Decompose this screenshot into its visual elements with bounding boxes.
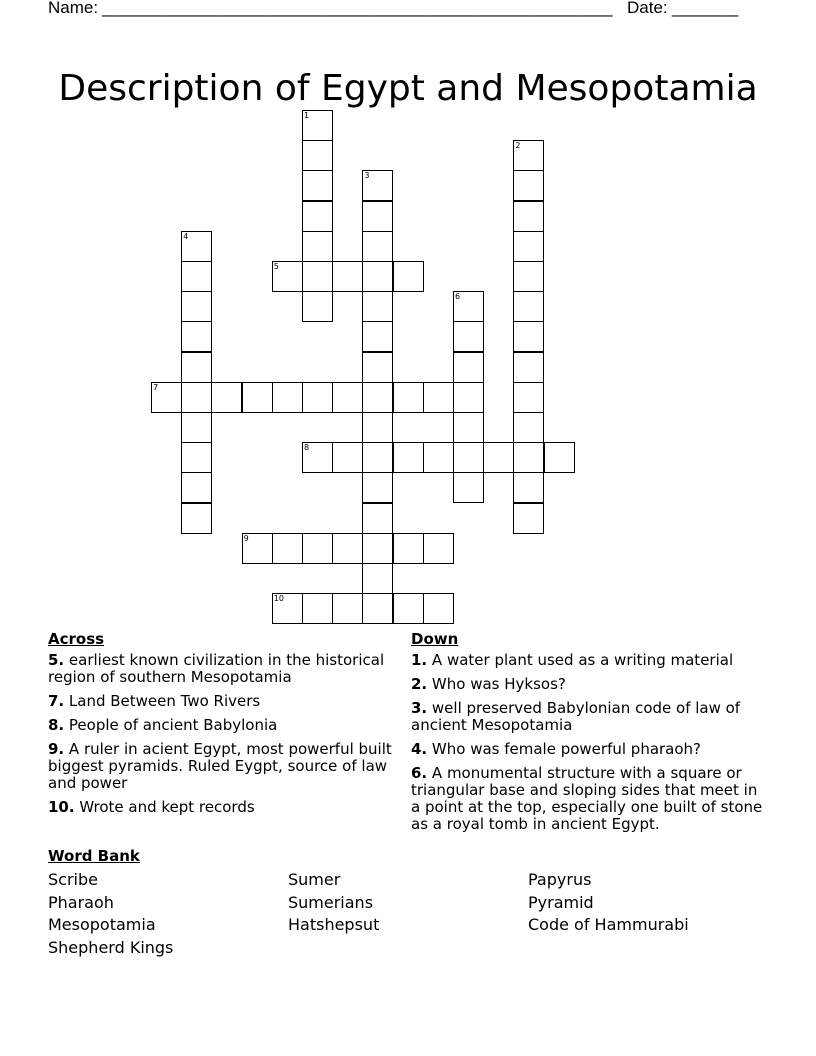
crossword-cell[interactable]	[423, 442, 454, 473]
crossword-cell[interactable]	[362, 472, 393, 503]
crossword-cell[interactable]	[242, 533, 273, 564]
word-bank-column	[288, 869, 379, 937]
crossword-cell[interactable]	[181, 412, 212, 443]
word-bank-item: Pharaoh	[48, 892, 114, 912]
crossword-cell[interactable]	[302, 201, 333, 232]
clue-number: 3.	[411, 699, 428, 717]
cell-number: 4	[183, 231, 189, 241]
crossword-cell[interactable]	[181, 321, 212, 352]
name-field[interactable]: ______________________________________________________	[102, 0, 613, 17]
clue-number: 9.	[48, 740, 65, 758]
crossword-cell[interactable]	[513, 170, 544, 201]
cell-number: 2	[515, 141, 521, 151]
clue-text: Wrote and kept records	[74, 798, 255, 816]
across-clue	[48, 741, 404, 792]
crossword-cell[interactable]	[513, 201, 544, 232]
crossword-cell[interactable]	[453, 291, 484, 322]
down-clue	[411, 700, 767, 734]
crossword-cell[interactable]	[302, 442, 333, 473]
crossword-cell[interactable]	[393, 261, 424, 292]
crossword-cell[interactable]	[302, 593, 333, 624]
crossword-cell[interactable]	[302, 140, 333, 171]
across-clue	[48, 717, 404, 734]
crossword-cell[interactable]	[513, 442, 544, 473]
crossword-cell[interactable]	[362, 533, 393, 564]
across-heading: Across	[48, 630, 105, 648]
clue-text: Who was Hyksos?	[427, 675, 566, 693]
word-bank-heading: Word Bank	[48, 847, 140, 865]
cell-number: 8	[304, 443, 310, 453]
crossword-cell[interactable]	[302, 382, 333, 413]
clue-text: A water plant used as a writing material	[427, 651, 734, 669]
crossword-cell[interactable]	[513, 382, 544, 413]
crossword-cell[interactable]	[302, 291, 333, 322]
crossword-cell[interactable]	[181, 231, 212, 262]
clue-text: earliest known civilization in the historical region of southern Mesopotamia	[48, 651, 385, 686]
crossword-cell[interactable]	[181, 503, 212, 534]
crossword-cell[interactable]	[513, 261, 544, 292]
word-bank-column	[48, 869, 173, 960]
across-clue	[48, 652, 404, 686]
crossword-cell[interactable]	[453, 442, 484, 473]
crossword-cell[interactable]	[211, 382, 242, 413]
crossword-cell[interactable]	[332, 382, 363, 413]
clue-text: Who was female powerful pharaoh?	[427, 740, 702, 758]
crossword-cell[interactable]	[362, 231, 393, 262]
word-bank-item: Pyramid	[528, 892, 594, 912]
crossword-cell[interactable]	[362, 593, 393, 624]
crossword-cell[interactable]	[453, 472, 484, 503]
crossword-cell[interactable]	[151, 382, 182, 413]
clue-number: 7.	[48, 692, 65, 710]
crossword-cell[interactable]	[332, 533, 363, 564]
down-clue-list	[411, 652, 767, 840]
cell-number: 9	[243, 533, 249, 543]
crossword-cell[interactable]	[453, 321, 484, 352]
cell-number: 3	[364, 171, 370, 181]
word-bank-item: Mesopotamia	[48, 915, 156, 935]
crossword-cell[interactable]	[513, 472, 544, 503]
down-heading: Down	[411, 630, 459, 648]
down-clue	[411, 765, 767, 833]
page-title: Description of Egypt and Mesopotamia	[58, 68, 758, 110]
clue-number: 10.	[48, 798, 75, 816]
crossword-cell[interactable]	[513, 231, 544, 262]
crossword-cell[interactable]	[181, 382, 212, 413]
crossword-cell[interactable]	[362, 321, 393, 352]
clue-number: 1.	[411, 651, 428, 669]
crossword-cell[interactable]	[181, 472, 212, 503]
crossword-cell[interactable]	[423, 382, 454, 413]
date-label: Date:	[627, 0, 668, 17]
across-clue	[48, 693, 404, 710]
down-clue	[411, 741, 767, 758]
crossword-cell[interactable]	[544, 442, 575, 473]
cell-number: 5	[273, 262, 279, 271]
clue-text: A monumental structure with a square or triangular base and sloping sides that meet in a point at the top, especially one built of stone as a royal tomb in ancient Egypt.	[411, 764, 763, 833]
crossword-cell[interactable]	[453, 352, 484, 383]
crossword-cell[interactable]	[362, 291, 393, 322]
word-bank-item: Sumerians	[288, 892, 374, 912]
crossword-cell[interactable]	[513, 352, 544, 383]
crossword-cell[interactable]	[393, 533, 424, 564]
crossword-cell[interactable]	[513, 140, 544, 171]
word-bank-item: Papyrus	[528, 870, 592, 889]
across-clue	[48, 799, 404, 816]
cell-number: 10	[273, 594, 284, 604]
across-clue-list	[48, 652, 404, 823]
crossword-cell[interactable]	[272, 261, 303, 292]
clue-text: People of ancient Babylonia	[64, 716, 278, 734]
name-label: Name:	[48, 0, 99, 17]
clue-text: A ruler in acient Egypt, most powerful built biggest pyramids. Ruled Eygpt, source of law and power	[48, 740, 392, 792]
crossword-cell[interactable]	[483, 442, 514, 473]
word-bank-item: Sumer	[288, 870, 341, 889]
crossword-cell[interactable]	[362, 442, 393, 473]
crossword-cell[interactable]	[423, 533, 454, 564]
crossword-cell[interactable]	[513, 321, 544, 352]
crossword-cell[interactable]	[272, 533, 303, 564]
crossword-cell[interactable]	[302, 231, 333, 262]
word-bank-column	[528, 869, 689, 937]
word-bank-item: Hatshepsut	[288, 915, 380, 935]
crossword-cell[interactable]	[393, 442, 424, 473]
clue-text: well preserved Babylonian code of law of ancient Mesopotamia	[411, 699, 741, 734]
crossword-cell[interactable]	[302, 170, 333, 201]
crossword-cell[interactable]	[513, 291, 544, 322]
crossword-cell[interactable]	[272, 382, 303, 413]
crossword-cell[interactable]	[362, 201, 393, 232]
cell-number: 1	[304, 111, 310, 120]
clue-number: 6.	[411, 764, 428, 782]
crossword-cell[interactable]	[332, 593, 363, 624]
clue-number: 5.	[48, 651, 65, 669]
down-clue	[411, 652, 767, 669]
crossword-cell[interactable]	[362, 412, 393, 443]
crossword-cell[interactable]	[362, 563, 393, 594]
crossword-cell[interactable]	[393, 593, 424, 624]
word-bank-item: Scribe	[48, 870, 98, 889]
date-field[interactable]: _______	[672, 0, 739, 17]
word-bank-item: Shepherd Kings	[48, 938, 174, 958]
crossword-cell[interactable]	[181, 352, 212, 383]
crossword-cell[interactable]	[423, 593, 454, 624]
crossword-cell[interactable]	[181, 261, 212, 292]
crossword-cell[interactable]	[362, 170, 393, 201]
cell-number: 6	[455, 292, 461, 302]
crossword-cell[interactable]	[362, 261, 393, 292]
crossword-cell[interactable]	[181, 291, 212, 322]
crossword-cell[interactable]	[362, 382, 393, 413]
clue-number: 2.	[411, 675, 428, 693]
crossword-cell[interactable]	[393, 382, 424, 413]
crossword-cell[interactable]	[302, 110, 333, 141]
crossword-cell[interactable]	[302, 533, 333, 564]
crossword-cell[interactable]	[181, 442, 212, 473]
crossword-cell[interactable]	[242, 382, 273, 413]
clue-number: 4.	[411, 740, 428, 758]
crossword-cell[interactable]	[302, 261, 333, 292]
down-clue	[411, 676, 767, 693]
crossword-cell[interactable]	[513, 503, 544, 534]
clue-text: Land Between Two Rivers	[64, 692, 261, 710]
crossword-cell[interactable]	[272, 593, 303, 624]
crossword-cell[interactable]	[362, 352, 393, 383]
crossword-cell[interactable]	[453, 382, 484, 413]
clue-number: 8.	[48, 716, 65, 734]
cell-number: 7	[153, 382, 159, 392]
crossword-cell[interactable]	[332, 261, 363, 292]
crossword-cell[interactable]	[513, 412, 544, 443]
crossword-cell[interactable]	[362, 503, 393, 534]
crossword-cell[interactable]	[453, 412, 484, 443]
word-bank-item: Code of Hammurabi	[528, 915, 689, 935]
crossword-cell[interactable]	[332, 442, 363, 473]
